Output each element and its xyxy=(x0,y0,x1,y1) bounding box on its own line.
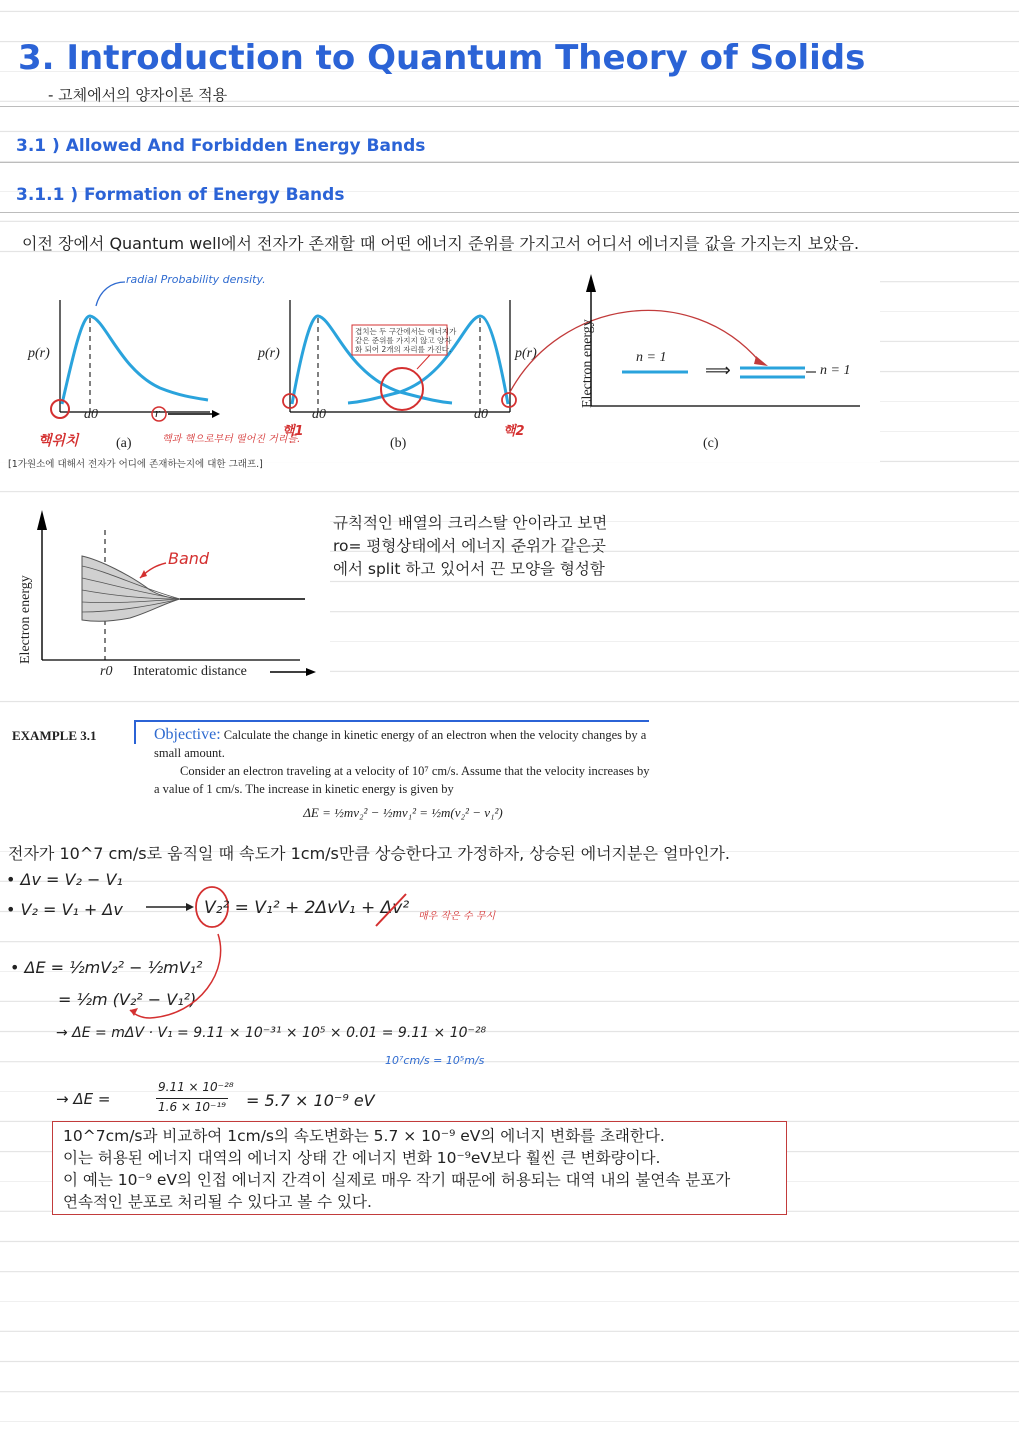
page-title: 3. Introduction to Quantum Theory of Solids xyxy=(18,38,866,78)
hw-fraction-den: 1.6 × 10⁻¹⁹ xyxy=(158,1100,226,1114)
label-b: (b) xyxy=(390,436,407,451)
note-nucleus-2: 핵2 xyxy=(503,424,525,439)
conclusion-box xyxy=(52,1121,787,1215)
hw-note-negligible: 매우 작은 수 무시 xyxy=(418,911,496,922)
hw-line-4: → ΔE = mΔV · V₁ = 9.11 × 10⁻³¹ × 10⁵ × 0.01 = 9.11 × 10⁻²⁸ xyxy=(56,1025,487,1041)
hw-line-2b: V₂² = V₁² + 2ΔvV₁ + Δv² xyxy=(204,898,410,918)
label-c: (c) xyxy=(703,436,719,451)
hw-line-5a: → ΔE = xyxy=(56,1090,111,1108)
pr-label-b: p(r) xyxy=(258,346,280,361)
pr-label-a: p(r) xyxy=(28,346,50,361)
implies-arrow: ⟹ xyxy=(705,360,731,380)
divider xyxy=(0,106,1019,107)
divider xyxy=(0,162,1019,163)
conclusion-line-3: 이 예는 10⁻⁹ eV의 인접 에너지 간격이 실제로 매우 작기 때문에 허용되는 대역 내의 불연속 분포가 xyxy=(63,1171,731,1189)
hw-fraction-bar xyxy=(156,1098,228,1099)
a0-label-b2: a0 xyxy=(474,407,488,422)
overlap-note: 겹치는 두 구간에서는 에너지가 같은 준위를 가지지 않고 양자 화 되어 2개의 자리를 가진다. xyxy=(355,327,457,354)
electron-energy-label-2: Electron energy xyxy=(18,575,33,664)
interatomic-distance-label: Interatomic distance xyxy=(133,664,247,679)
example-body: Objective: Calculate the change in kinetic energy of an electron when the velocity changes by a small amount. Consider an electron traveling at a velocity of 10⁷ cm/s. Assume that the velocity increases by a value of 1 cm/s. The increase in kinetic energy is given by ΔE = ½mv₂² − ½mv₁² = ½m(v₂² − v₁²) xyxy=(154,726,650,820)
hw-note-unit: 10⁷cm/s = 10⁵m/s xyxy=(385,1054,485,1067)
band-description: 규칙적인 배열의 크리스탈 안이라고 보면 ro= 평형상태에서 에너지 준위가 같은곳 에서 split 하고 있어서 끈 모양을 형성함 xyxy=(333,514,608,578)
electron-energy-label-c: Electron energy xyxy=(580,319,595,408)
note-nucleus-1: 핵1 xyxy=(282,424,304,439)
hw-strike xyxy=(372,890,412,930)
intro-text: 이전 장에서 Quantum well에서 전자가 존재할 때 어떤 에너지 준위를 가지고서 어디서 에너지를 값을 가지는지 보았음. xyxy=(22,234,860,253)
figure-probability-density xyxy=(0,262,880,462)
section-heading: 3.1 ) Allowed And Forbidden Energy Bands xyxy=(16,136,426,156)
figure-energy-band xyxy=(0,500,330,690)
question-text: 전자가 10^7 cm/s로 움직일 때 속도가 1cm/s만큼 상승한다고 가정하자, 상승된 에너지분은 얼마인가. xyxy=(8,844,730,863)
conclusion-line-2: 이는 허용된 에너지 대역의 에너지 상태 간 에너지 변화 10⁻⁹eV보다 훨씬 큰 변화량이다. xyxy=(63,1149,661,1167)
hw-fraction-num: 9.11 × 10⁻²⁸ xyxy=(158,1080,234,1094)
conclusion-line-1: 10^7cm/s과 비교하여 1cm/s의 속도변화는 5.7 × 10⁻⁹ eV의 에너지 변화를 초래한다. xyxy=(63,1127,665,1145)
note-nucleus-position: 핵위치 xyxy=(38,433,79,449)
example-side-rule xyxy=(134,720,136,744)
example-label: EXAMPLE 3.1 xyxy=(12,728,97,743)
hw-line-3b: = ½m (V₂² − V₁²) xyxy=(58,990,197,1009)
a0-label-b1: a0 xyxy=(312,407,326,422)
divider xyxy=(0,212,1019,213)
page-subtitle: - 고체에서의 양자이론 적용 xyxy=(48,86,228,104)
hw-line-2a: • V₂ = V₁ + Δv xyxy=(6,900,123,919)
conclusion-line-4: 연속적인 분포로 처리될 수 있다고 볼 수 있다. xyxy=(63,1193,372,1211)
n1-label-right: n = 1 xyxy=(820,363,851,378)
figure-caption: [1가원소에 대해서 전자가 어디에 존재하는지에 대한 그래프.] xyxy=(8,459,263,470)
example-top-rule xyxy=(134,720,649,722)
label-a: (a) xyxy=(116,436,132,451)
r0-label: r0 xyxy=(100,664,113,679)
note-radial: radial Probability density. xyxy=(126,273,266,286)
subsection-heading: 3.1.1 ) Formation of Energy Bands xyxy=(16,185,345,205)
hw-line-1: • Δv = V₂ − V₁ xyxy=(6,870,123,889)
r-label: r xyxy=(155,405,161,420)
hw-red-link xyxy=(120,930,230,1030)
hw-line-5b: = 5.7 × 10⁻⁹ eV xyxy=(246,1091,375,1110)
note-distance: 핵과 핵으로부터 떨어진 거리를. xyxy=(162,434,301,445)
n1-label-left: n = 1 xyxy=(636,350,667,365)
hw-line-3a: • ΔE = ½mV₂² − ½mV₁² xyxy=(10,958,203,977)
note-band: Band xyxy=(168,549,210,568)
pr-label-b3: p(r) xyxy=(515,346,537,361)
a0-label-a: a0 xyxy=(84,407,98,422)
